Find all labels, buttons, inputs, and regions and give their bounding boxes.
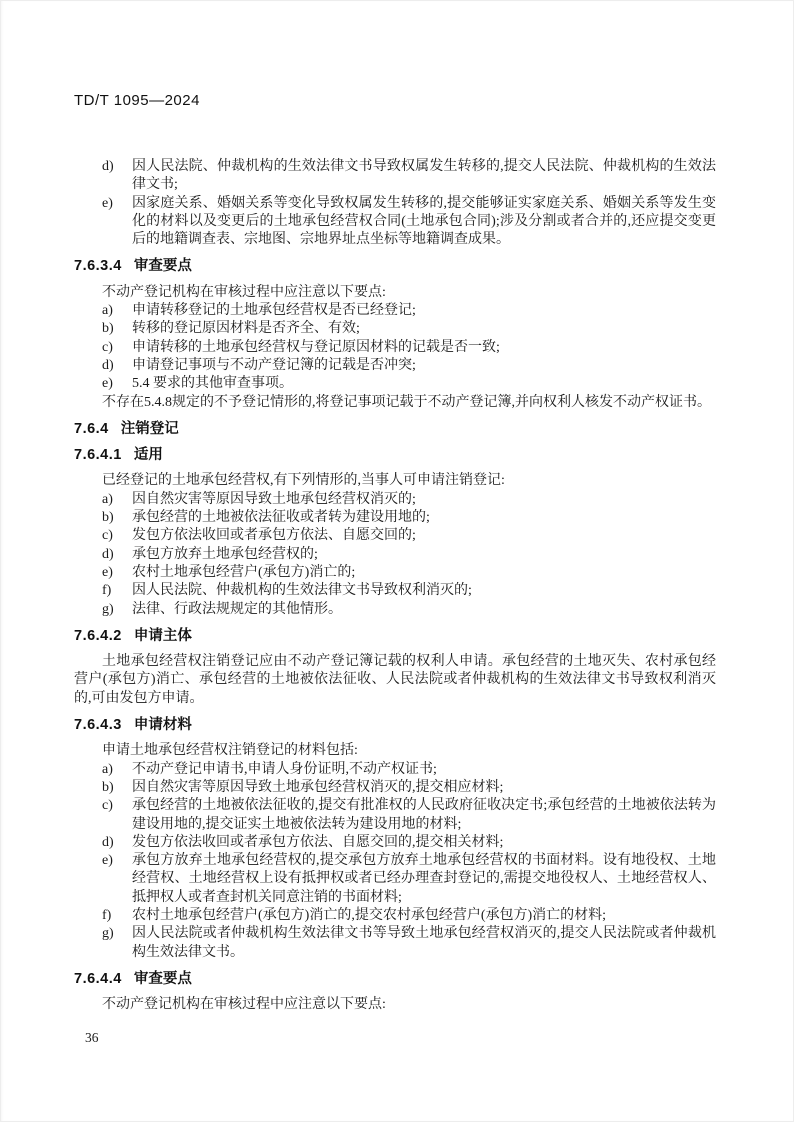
list-item-text: 申请登记事项与不动产登记簿的记载是否冲突; [132, 357, 416, 373]
paragraph: 不存在5.4.8规定的不予登记情形的,将登记事项记载于不动产登记簿,并向权利人核发不动产权证书。 [102, 394, 711, 410]
list-item-label: d) [102, 357, 114, 373]
list-item-text: 承包经营的土地被依法征收或者转为建设用地的; [132, 510, 430, 526]
list-item [74, 357, 716, 375]
list-item-label: g) [102, 601, 114, 617]
list-item [74, 375, 716, 393]
list-item-label: b) [102, 321, 114, 337]
list-item-label: d) [102, 159, 114, 174]
list-item [74, 582, 716, 600]
doc-code-header: TD/T 1095—2024 [74, 92, 200, 109]
section-number: 7.6.4.1 [74, 447, 122, 464]
list-item [74, 564, 716, 582]
list-item [74, 491, 716, 509]
section-title: 审查要点 [133, 258, 192, 275]
item-list [74, 302, 716, 393]
list-item-label: b) [102, 779, 114, 795]
list-item-text: 不动产登记申请书,申请人身份证明,不动产权证书; [132, 761, 437, 777]
list-item-text: 申请转移的土地承包经营权与登记原因材料的记载是否一致; [132, 339, 500, 355]
list-item-text: 因人民法院、仲裁机构的生效法律文书导致权利消灭的; [132, 583, 472, 599]
list-item [74, 797, 716, 834]
list-item-text: 农村土地承包经营户(承包方)消亡的; [132, 564, 356, 580]
list-item-text: 因人民法院或者仲裁机构生效法律文书等导致土地承包经营权消灭的,提交人民法院或者仲裁机构生效法律文书。 [132, 926, 716, 960]
item-list [74, 158, 716, 249]
item-list [74, 761, 716, 962]
list-item [74, 195, 716, 250]
list-item [74, 852, 716, 907]
list-item [74, 158, 716, 195]
list-item [74, 527, 716, 545]
list-item-label: f) [102, 907, 112, 923]
section-title: 适用 [133, 447, 163, 464]
section-number: 7.6.4 [74, 420, 109, 437]
list-item-text: 发包方依法收回或者承包方依法、自愿交回的; [132, 528, 416, 544]
list-item-label: b) [102, 510, 114, 526]
list-item-text: 承包方放弃土地承包经营权的; [132, 546, 318, 562]
list-item-text: 因自然灾害等原因导致土地承包经营权消灭的,提交相应材料; [132, 779, 504, 795]
list-item [74, 761, 716, 779]
list-item-label: d) [102, 546, 114, 562]
list-item-label: a) [102, 303, 113, 319]
list-item-label: c) [102, 798, 113, 814]
item-list [74, 491, 716, 619]
list-item-label: f) [102, 583, 112, 599]
section-heading-7.6.4.4 [74, 970, 716, 988]
paragraph: 已经登记的土地承包经营权,有下列情形的,当事人可申请注销登记: [102, 473, 505, 489]
list-item-text: 承包方放弃土地承包经营权的,提交承包方放弃土地承包经营权的书面材料。设有地役权、土地经营权、土地经营权上设有抵押权或者已经办理查封登记的,需提交地役权人、土地经营权人、抵押权人或者查封机关同意注销的书面材料; [132, 853, 716, 905]
paragraph: 不动产登记机构在审核过程中应注意以下要点: [102, 997, 386, 1013]
section-title: 申请材料 [133, 717, 192, 734]
list-item [74, 509, 716, 527]
list-item-text: 转移的登记原因材料是否齐全、有效; [132, 321, 360, 337]
list-item [74, 601, 716, 619]
list-item-text: 因自然灾害等原因导致土地承包经营权消灭的; [132, 491, 416, 507]
list-item-text: 发包方依法收回或者承包方依法、自愿交回的,提交相关材料; [132, 834, 504, 850]
section-number: 7.6.4.3 [74, 717, 122, 734]
section-title: 申请主体 [133, 627, 192, 644]
list-item [74, 907, 716, 925]
section-heading-7.6.4.3 [74, 716, 716, 734]
section-title: 审查要点 [133, 970, 192, 987]
list-item-label: c) [102, 339, 113, 355]
section-heading-7.6.3.4 [74, 257, 716, 275]
list-item-text: 因家庭关系、婚姻关系等变化导致权属发生转移的,提交能够证实家庭关系、婚姻关系等发生变化的材料以及变更后的土地承包经营权合同(土地承包合同);涉及分割或者合并的,还应提交变更后的地籍调查表、宗地图、宗地界址点坐标等地籍调查成果。 [132, 195, 716, 248]
list-item-label: d) [102, 834, 114, 850]
list-item [74, 320, 716, 338]
section-heading-7.6.4.1 [74, 446, 716, 464]
section-heading-7.6.4.2 [74, 627, 716, 645]
list-item-text: 承包经营的土地被依法征收的,提交有批准权的人民政府征收决定书;承包经营的土地被依法转为建设用地的,提交证实土地被依法转为建设用地的材料; [132, 798, 716, 832]
list-item [74, 339, 716, 357]
list-item-label: e) [102, 376, 113, 392]
list-item-label: e) [102, 195, 113, 211]
list-item [74, 302, 716, 320]
page-body [74, 158, 716, 1014]
list-item-text: 农村土地承包经营户(承包方)消亡的,提交农村承包经营户(承包方)消亡的材料; [132, 907, 607, 923]
list-item-label: a) [102, 761, 113, 777]
list-item-text: 申请转移登记的土地承包经营权是否已经登记; [132, 303, 416, 319]
section-number: 7.6.4.4 [74, 970, 122, 987]
paragraph: 土地承包经营权注销登记应由不动产登记簿记载的权利人申请。承包经营的土地灭失、农村承包经营户(承包方)消亡、承包经营的土地被依法征收、人民法院或者仲裁机构的生效法律文书导致权利消灭的,可由发包方申请。 [74, 654, 716, 706]
section-number: 7.6.3.4 [74, 258, 122, 275]
section-heading-7.6.4 [74, 420, 716, 438]
paragraph: 申请土地承包经营权注销登记的材料包括: [102, 743, 358, 759]
list-item-label: c) [102, 528, 113, 544]
list-item-text: 因人民法院、仲裁机构的生效法律文书导致权属发生转移的,提交人民法院、仲裁机构的生效法律文书; [132, 159, 716, 193]
list-item [74, 779, 716, 797]
list-item-text: 法律、行政法规规定的其他情形。 [132, 601, 342, 617]
page-number: 36 [85, 1030, 99, 1045]
list-item-label: e) [102, 853, 113, 869]
list-item [74, 546, 716, 564]
section-title: 注销登记 [120, 420, 179, 437]
list-item-label: g) [102, 926, 114, 942]
section-number: 7.6.4.2 [74, 627, 122, 644]
paragraph: 不动产登记机构在审核过程中应注意以下要点: [102, 284, 386, 300]
list-item [74, 834, 716, 852]
list-item-text: 5.4 要求的其他审查事项。 [132, 376, 293, 392]
list-item [74, 925, 716, 962]
list-item-label: a) [102, 491, 113, 507]
list-item-label: e) [102, 564, 113, 580]
